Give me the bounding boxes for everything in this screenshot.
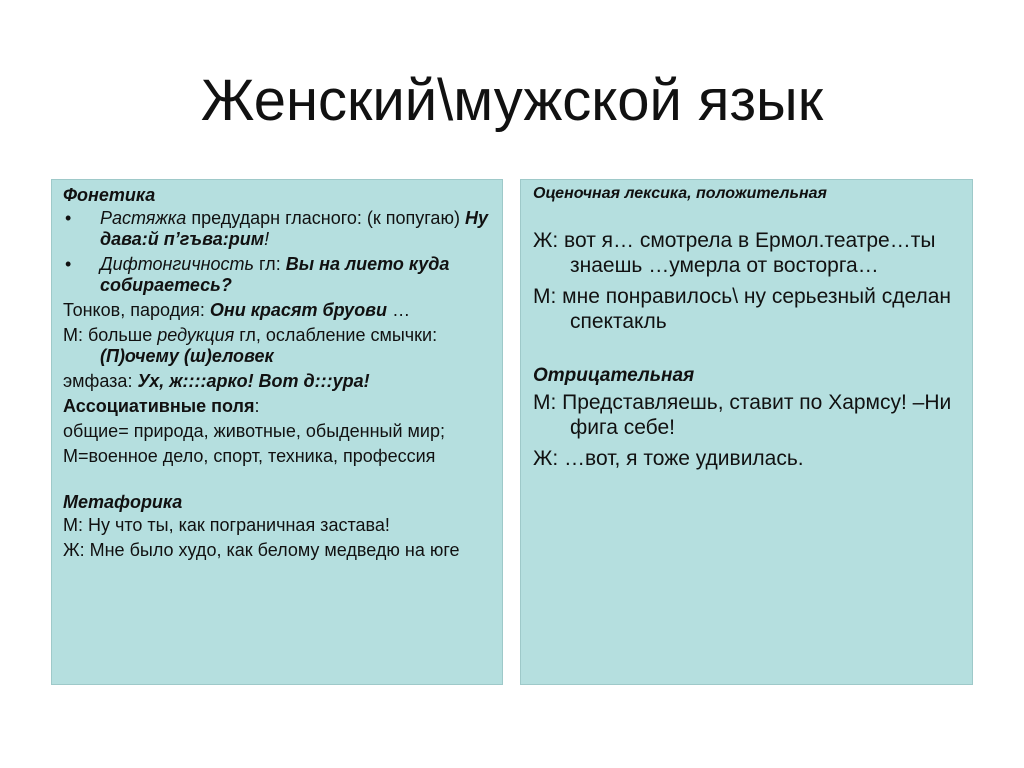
text-stretching: предударн гласного: (к попугаю) bbox=[186, 208, 465, 228]
paragraph-positive-male: М: мне понравилось\ ну серьезный сделан спектакль bbox=[533, 285, 951, 333]
heading-metaphor: Метафорика bbox=[63, 492, 183, 512]
right-panel bbox=[520, 179, 973, 685]
paragraph-reduction bbox=[63, 325, 492, 367]
left-panel bbox=[51, 179, 503, 685]
bullet-diphthong bbox=[63, 254, 492, 296]
bullet-dot-icon: • bbox=[65, 254, 72, 274]
example-diphthong: Вы на лието куда собираетесь? bbox=[100, 254, 450, 295]
example-reduction: (П)очему (ш)еловек bbox=[100, 346, 274, 366]
text-diphthong: гл: bbox=[254, 254, 286, 274]
slide-title: Женский\мужской язык bbox=[200, 68, 824, 133]
example-emphasis: Ух, ж::::арко! Вот д:::ура! bbox=[137, 371, 370, 391]
term-stretching: Растяжка bbox=[100, 208, 187, 228]
paragraph-emphasis bbox=[63, 371, 492, 392]
heading-associative-fields bbox=[63, 396, 492, 417]
tail-stretching: ! bbox=[264, 229, 270, 249]
example-stretching: Ну дава:й п’гъва:рим bbox=[100, 208, 488, 249]
heading-phonetics: Фонетика bbox=[63, 185, 156, 205]
tail-parody: … bbox=[387, 300, 411, 320]
paragraph-metaphor-male: М: Ну что ты, как пограничная застава! bbox=[63, 515, 390, 535]
paragraph-negative-male: М: Представляешь, ставит по Хармсу! –Ни фига себе! bbox=[533, 391, 952, 439]
bullet-dot-icon: • bbox=[65, 208, 72, 228]
bullet-stretching bbox=[63, 208, 492, 250]
text-reduction: гл, ослабление смычки: bbox=[234, 325, 438, 345]
paragraph-parody bbox=[63, 300, 492, 321]
paragraph-positive-female: Ж: вот я… смотрела в Ермол.театре…ты знаешь …умерла от восторга… bbox=[533, 229, 936, 277]
assoc-heading: Ассоциативные поля bbox=[63, 396, 255, 416]
assoc-colon: : bbox=[254, 396, 260, 416]
term-diphthong: Дифтонгичность bbox=[100, 254, 255, 274]
paragraph-metaphor-female: Ж: Мне было худо, как белому медведю на юге bbox=[63, 540, 460, 560]
paragraph-male-fields: М=военное дело, спорт, техника, профессия bbox=[63, 446, 436, 466]
text-parody: Тонков, пародия: bbox=[63, 300, 210, 320]
heading-positive: Оценочная лексика, положительная bbox=[533, 185, 827, 202]
paragraph-negative-female: Ж: …вот, я тоже удивилась. bbox=[533, 447, 804, 470]
example-parody: Они красят бруови bbox=[209, 300, 388, 320]
heading-negative: Отрицательная bbox=[533, 365, 695, 386]
lead-reduction: М: больше bbox=[63, 325, 158, 345]
paragraph-common: общие= природа, животные, обыденный мир; bbox=[63, 421, 445, 441]
term-reduction: редукция bbox=[157, 325, 235, 345]
lead-emphasis: эмфаза: bbox=[63, 371, 138, 391]
